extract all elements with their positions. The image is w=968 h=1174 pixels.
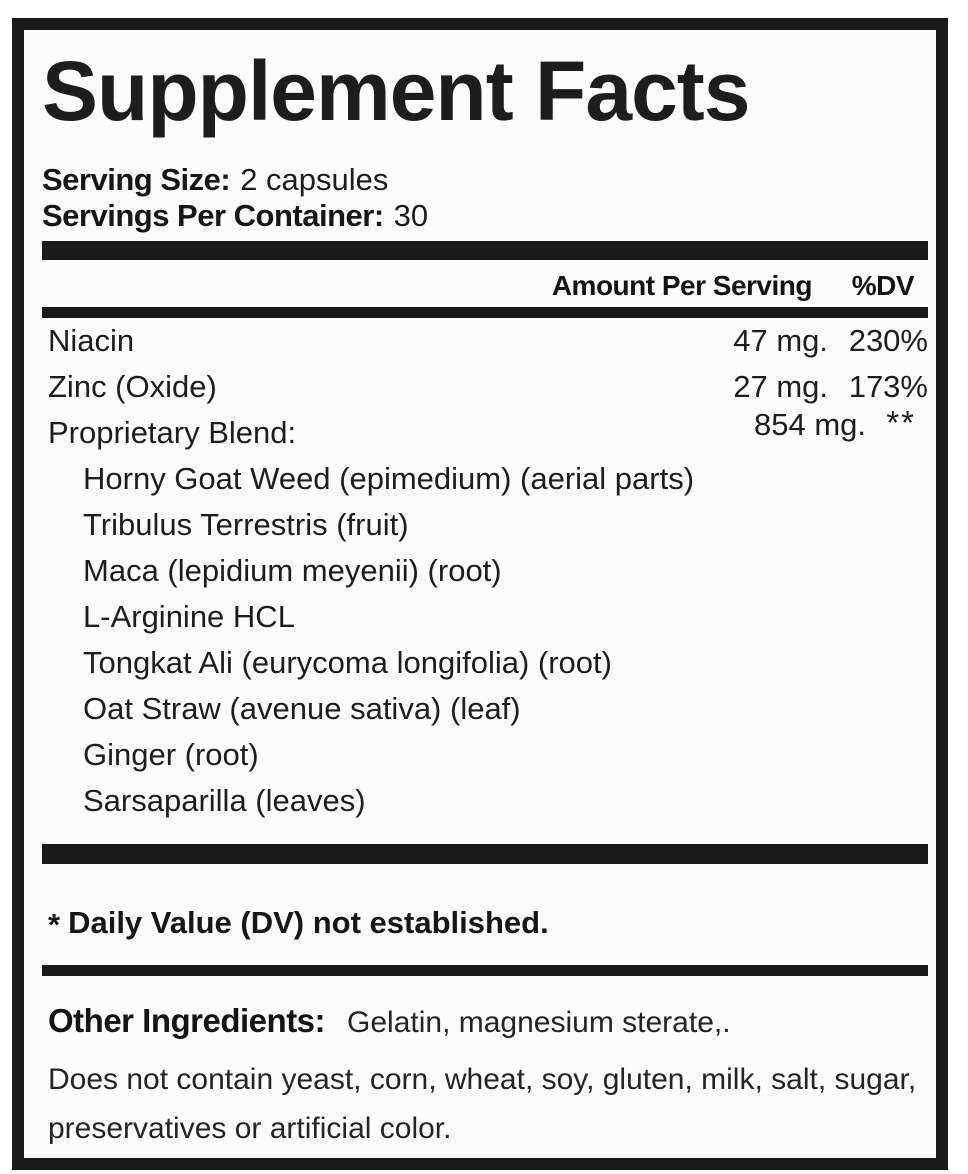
divider-bar-bottom bbox=[42, 965, 928, 976]
amount-per-serving-header: Amount Per Serving bbox=[551, 269, 812, 301]
blend-item-tongkat-ali: Tongkat Ali (eurycoma longifolia) (root) bbox=[83, 644, 612, 680]
blend-item-ginger: Ginger (root) bbox=[83, 736, 259, 772]
disclaimer-line-1: Does not contain yeast, corn, wheat, soy, gluten, milk, salt, sugar, bbox=[48, 1062, 917, 1096]
blend-item-sarsaparilla: Sarsaparilla (leaves) bbox=[83, 782, 366, 818]
blend-item-maca: Maca (lepidium meyenii) (root) bbox=[83, 552, 502, 588]
other-ingredients-row bbox=[42, 1002, 928, 1047]
divider-bar-mid bbox=[42, 844, 928, 864]
disclaimer-line-2: preservatives or artificial color. bbox=[48, 1111, 452, 1145]
nutrient-name: Niacin bbox=[48, 322, 135, 358]
nutrient-dv: 230% bbox=[848, 322, 928, 358]
column-header-row bbox=[42, 269, 928, 302]
blend-item-tribulus-terrestris: Tribulus Terrestris (fruit) bbox=[83, 506, 409, 542]
servings-per-container-value: 30 bbox=[393, 197, 429, 233]
nutrient-amount: 854 mg. bbox=[753, 406, 866, 442]
nutrient-amount: 27 mg. bbox=[733, 368, 828, 404]
divider-bar-header bbox=[42, 307, 928, 318]
nutrient-amount: 47 mg. bbox=[733, 322, 828, 358]
servings-per-container-row bbox=[42, 198, 928, 234]
other-ingredients-value: Gelatin, magnesium sterate,. bbox=[347, 1005, 731, 1039]
serving-size-label: Serving Size: bbox=[42, 161, 231, 197]
blend-item-oat-straw: Oat Straw (avenue sativa) (leaf) bbox=[83, 690, 521, 726]
divider-bar-top bbox=[42, 241, 928, 260]
daily-value-footnote-text: Daily Value (DV) not established. bbox=[68, 904, 549, 940]
asterisk-icon: * bbox=[48, 906, 61, 942]
other-ingredients-label: Other Ingredients: bbox=[48, 1001, 326, 1039]
serving-size-row bbox=[42, 162, 928, 198]
nutrient-name: Proprietary Blend: bbox=[48, 414, 297, 450]
nutrient-dv-double-asterisk: ** bbox=[886, 403, 916, 441]
nutrient-row-zinc bbox=[42, 364, 928, 410]
nutrient-dv: 173% bbox=[848, 368, 928, 404]
blend-item-horny-goat-weed: Horny Goat Weed (epimedium) (aerial parts) bbox=[83, 460, 695, 496]
nutrient-row-proprietary-blend bbox=[42, 403, 928, 456]
serving-size-value: 2 capsules bbox=[240, 161, 389, 197]
nutrient-row-niacin bbox=[42, 318, 928, 364]
percent-dv-header: %DV bbox=[851, 269, 914, 301]
nutrient-table bbox=[42, 318, 928, 824]
daily-value-footnote bbox=[42, 905, 928, 941]
supplement-facts-panel bbox=[12, 18, 948, 1170]
nutrient-name: Zinc (Oxide) bbox=[48, 368, 217, 404]
label-title: Supplement Facts bbox=[42, 44, 750, 138]
servings-per-container-label: Servings Per Container: bbox=[42, 197, 384, 233]
blend-item-l-arginine-hcl: L-Arginine HCL bbox=[83, 598, 295, 634]
